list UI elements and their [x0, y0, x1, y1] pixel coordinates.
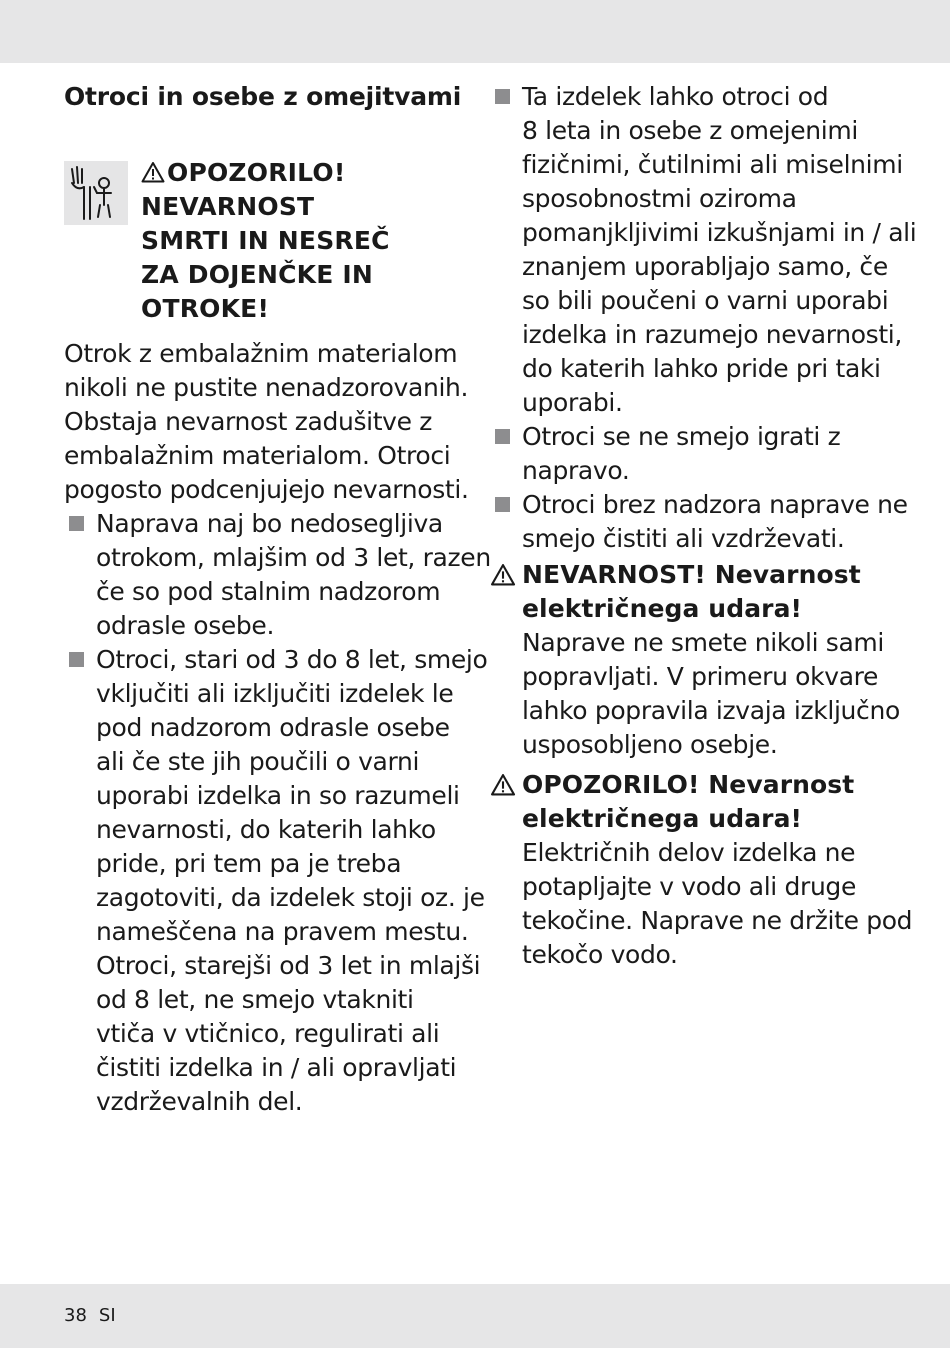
list-item-line: vključiti ali izključiti izdelek le — [96, 679, 454, 708]
list-item — [64, 643, 488, 1119]
hazard-title-line: električnega udara! — [522, 594, 803, 623]
list-item-line: Otroci brez nadzora naprave ne — [522, 490, 908, 519]
list-item-line: smejo čistiti ali vzdrževati. — [522, 524, 845, 553]
list-item-line: so bili poučeni o varni uporabi — [522, 286, 889, 315]
hazard-title-line: OPOZORILO! Nevarnost — [522, 770, 855, 799]
warning-heading-line: SMRTI IN NESREČ — [141, 226, 390, 255]
warning-heading — [141, 156, 451, 326]
list-item-line: uporabi. — [522, 388, 623, 417]
hazard-text-line: Naprave ne smete nikoli sami — [522, 628, 885, 657]
paragraph-line: Otrok z embalažnim materialom — [64, 339, 458, 368]
list-item-line: do katerih lahko pride pri taki — [522, 354, 881, 383]
paragraph-line: embalažnim materialom. Otroci — [64, 441, 451, 470]
intro-paragraph — [64, 337, 469, 507]
list-item-line: čistiti izdelka in / ali opravljati — [96, 1053, 457, 1082]
list-item-line: 8 leta in osebe z omejenimi — [522, 116, 858, 145]
hazard-text-line: Električnih delov izdelka ne — [522, 838, 856, 867]
list-item-line: če so pod stalnim nadzorom — [96, 577, 441, 606]
warning-triangle-icon — [490, 773, 516, 796]
list-item-line: Ta izdelek lahko otroci od — [522, 82, 829, 111]
hazard-title-line: električnega udara! — [522, 804, 803, 833]
square-bullet — [69, 652, 84, 667]
list-item-line: znanjem uporabljajo samo, če — [522, 252, 888, 281]
list-item — [490, 488, 908, 556]
list-item-line: sposobnostmi oziroma — [522, 184, 797, 213]
list-item-line: ali če ste jih poučili o varni — [96, 747, 420, 776]
footer-band — [0, 1284, 950, 1348]
paragraph-line: pogosto podcenjujejo nevarnosti. — [64, 475, 469, 504]
list-item-line: Otroci, stari od 3 do 8 let, smejo — [96, 645, 488, 674]
list-item-line: odrasle osebe. — [96, 611, 275, 640]
list-item-line: izdelka in razumejo nevarnosti, — [522, 320, 902, 349]
electric-shock-warning-notice — [490, 768, 913, 972]
left-bullet-list — [64, 507, 491, 1119]
page-number: 38 — [64, 1305, 87, 1326]
child-safety-icon — [64, 161, 128, 225]
section-heading: Otroci in osebe z omejitvami — [64, 82, 462, 111]
hazard-title-line: NEVARNOST! Nevarnost — [522, 560, 861, 589]
square-bullet — [495, 89, 510, 104]
list-item-line: zagotoviti, da izdelek stoji oz. je — [96, 883, 485, 912]
square-bullet — [495, 429, 510, 444]
warning-heading-line: NEVARNOST — [141, 192, 315, 221]
list-item-line: nameščena na pravem mestu. — [96, 917, 469, 946]
list-item-line: napravo. — [522, 456, 630, 485]
list-item-line: nevarnosti, do katerih lahko — [96, 815, 436, 844]
electric-shock-danger-notice — [490, 558, 900, 762]
hazard-text-line: popravljati. V primeru okvare — [522, 662, 879, 691]
list-item-line: Naprava naj bo nedosegljiva — [96, 509, 443, 538]
list-item-line: pomanjkljivimi izkušnjami in / ali — [522, 218, 917, 247]
hazard-text-line: potapljajte v vodo ali druge — [522, 872, 856, 901]
list-item-line: otrokom, mlajšim od 3 let, razen — [96, 543, 491, 572]
paragraph-line: Obstaja nevarnost zadušitve z — [64, 407, 433, 436]
header-band — [0, 0, 950, 63]
hazard-text-line: lahko popravila izvaja izključno — [522, 696, 900, 725]
warning-heading-line: ZA DOJENČKE IN — [141, 260, 374, 289]
hazard-text-line: usposobljeno osebje. — [522, 730, 778, 759]
list-item-line: vzdrževalnih del. — [96, 1087, 303, 1116]
list-item-line: uporabi izdelka in so razumeli — [96, 781, 460, 810]
list-item-line: Otroci se ne smejo igrati z — [522, 422, 841, 451]
list-item-line: od 8 let, ne smejo vtakniti — [96, 985, 414, 1014]
square-bullet — [495, 497, 510, 512]
list-item — [490, 80, 917, 420]
list-item-line: pride, pri tem pa je treba — [96, 849, 402, 878]
language-code: SI — [98, 1305, 116, 1326]
left-column — [64, 80, 491, 1119]
children-warning-block — [64, 119, 464, 337]
warning-heading-line: OTROKE! — [141, 294, 270, 323]
list-item — [64, 507, 491, 643]
hazard-text-line: tekočo vodo. — [522, 940, 678, 969]
warning-triangle-icon — [490, 563, 516, 586]
warning-triangle-icon — [141, 161, 165, 183]
list-item-line: Otroci, starejši od 3 let in mlajši — [96, 951, 481, 980]
paragraph-line: nikoli ne pustite nenadzorovanih. — [64, 373, 469, 402]
page-footer — [64, 1305, 116, 1327]
list-item-line: fizičnimi, čutilnimi ali miselnimi — [522, 150, 903, 179]
hazard-text-line: tekočine. Naprave ne držite pod — [522, 906, 913, 935]
square-bullet — [69, 516, 84, 531]
right-column — [490, 80, 917, 972]
right-bullet-list — [490, 80, 917, 556]
warning-heading-line: OPOZORILO! — [167, 158, 346, 187]
list-item — [490, 420, 890, 488]
list-item-line: vtiča v vtičnico, regulirati ali — [96, 1019, 440, 1048]
list-item-line: pod nadzorom odrasle osebe — [96, 713, 450, 742]
